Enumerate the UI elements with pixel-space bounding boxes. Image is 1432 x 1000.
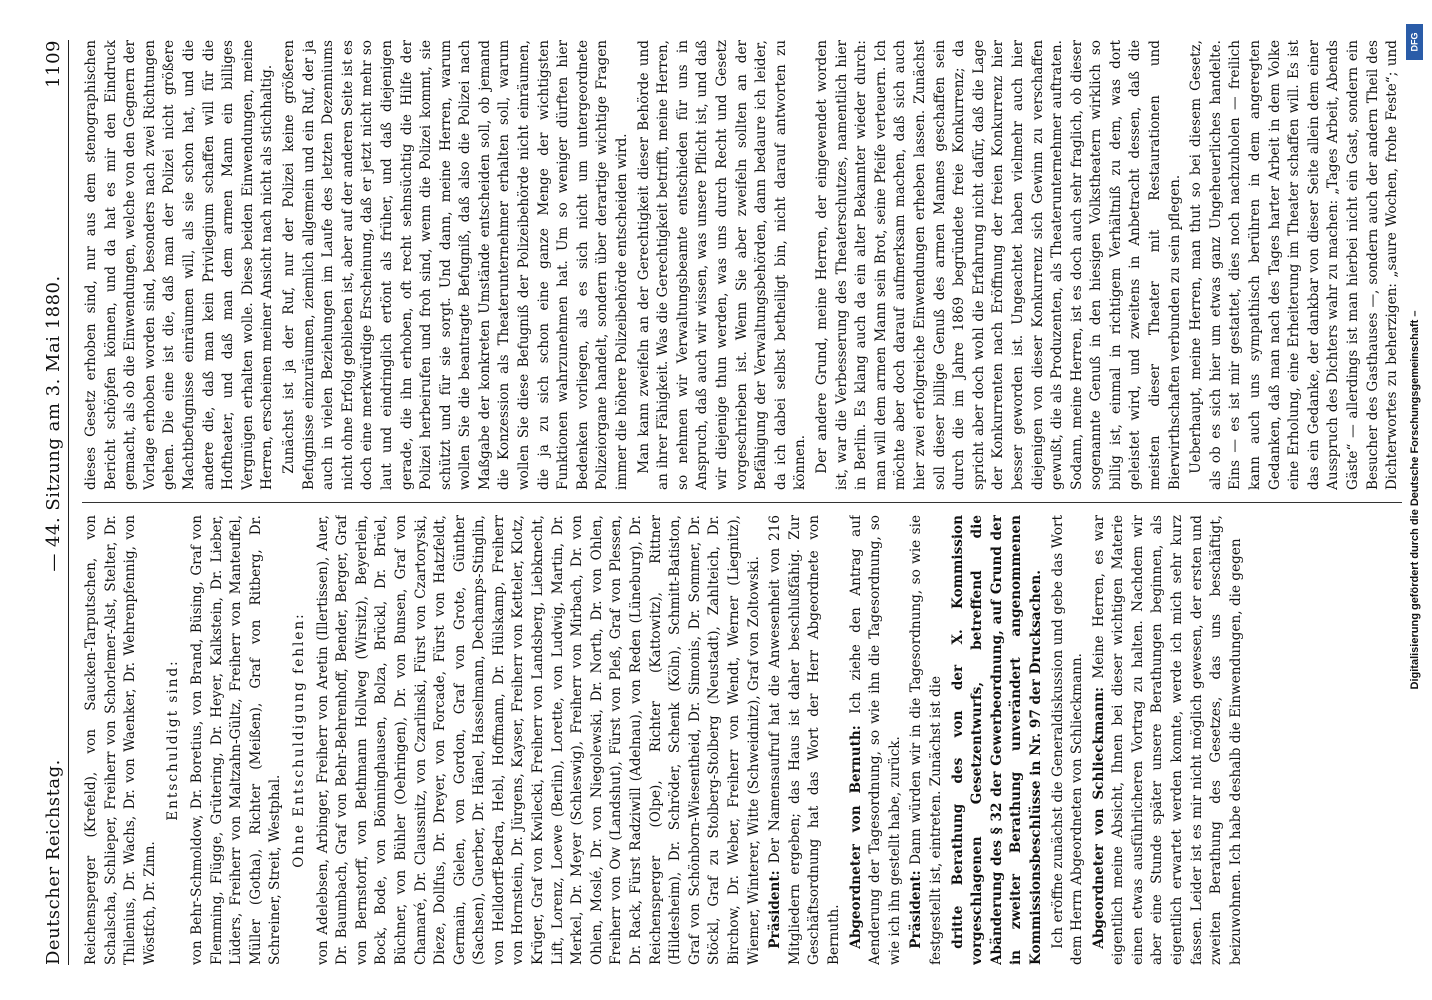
- paragraph: [1090, 515, 1247, 965]
- running-header: [30, 40, 64, 965]
- paragraph: Reichensperger (Krefeld), von Saucken-Tarputschen, von Schalscha, Schlieper, Freiherr von Schorlemer-Alst, Stelter, Dr. Thilenius, Dr. Wachs, Dr. von Waenker, Dr. Wehrenpfennig, von Wöstfch, Dr. Zinn.: [83, 515, 158, 965]
- dfg-logo-text: DFG: [1409, 32, 1420, 52]
- digitization-sidebar: [1405, 0, 1425, 1000]
- speech-text: Der Namensaufruf hat die Anwesenheit von 216 Mitgliedern ergeben; das Haus ist daher beschlußfähig. Zur Geschäftsordnung hat das Wort der Herr Abgeordnete von Bernuth.: [767, 515, 842, 965]
- paragraph: [907, 515, 946, 965]
- agenda-item: dritte Berathung des von der X. Kommission vorgeschlagenen Gesetzentwurfs, betreffend die Abänderung des § 32 der Gewerbeordnung, auf Grund der in zweiter Berathung unverändert angenommenen Kommissionsbeschlüsse in Nr. 97 der Drucksachen.: [949, 515, 1044, 965]
- header-left: Deutscher Reichstag.: [43, 759, 64, 965]
- speech-text: Meine Herren, es war eigentlich meine Absicht, Ihnen bei dieser wichtigen Materie einen etwas ausführlicheren Vortrag zu halten. Nachdem wir aber eine Stunde später unsere Berathungen beginnen, als eigentlich erwartet werden konnte, werde ich mich sehr kurz fassen. Leider ist es mir nicht möglich gewesen, der ersten und zweiten Berathung des Gesetzes, das uns beschäftigt, beizuwohnen. Ich habe deshalb die Einwendungen, die gegen: [1090, 515, 1244, 965]
- speaker-label: Abgeordneter von Bernuth:: [847, 725, 864, 949]
- funding-note: Digitalisierung gefördert durch die Deutsche Forschungsgemeinschaft –: [1409, 310, 1421, 690]
- paragraph: [847, 515, 906, 965]
- page-number: 1109: [43, 40, 64, 88]
- left-column: [82, 515, 1402, 965]
- paragraph: von Adelebsen, Arbinger, Freiherr von Aretin (Illertissen), Auer, Dr. Baumbach, Graf von Behr-Behrenhoff, Bender, Berger, Graf von Bernstorff, von Bethmann Hollweg (Wirsitz), Beyerlein, Bock, Bode, von Bönninghausen, Bolza, Brückl, Dr. Brüel, Büchner, von Bühler (Oehringen), Dr. von Bunsen, Graf von Chamaré, Dr. Claussnitz, von Czarlinski, Fürst von Czartoryski, Dieze, Dollfus, Dr. Dreyer, von Forcade, Fürst von Hatzfeldt, Germain, Gielen, von Gordon, Graf von Grote, Günther (Sachsen), Guerber, Dr. Hänel, Hasselmann, Dechamps-Stinglin, von Helldorff-Bedra, Hebl, Hoffmann, Dr. Hülskamp, Freiherr von Hornstein, Dr. Jürgens, Kayser, Freiherr von Ketteler, Klotz, Krüger, Graf von Kwilecki, Freiherr von Landsberg, Liebknecht, Lift, Lorenz, Loewe (Berlin), Lorette, von Ludwig, Martin, Dr. Merkel, Dr. Meyer (Schleswig), Freiherr von Mirbach, Dr. von Ohlen, Moslé, Dr. von Niegolewski, Dr. North, Dr. von Ohlen, Freiherr von Ow (Landshut), Fürst von Pleß, Graf von Plessen, Dr. Rack, Fürst Radziwill (Adelnau), von Reden (Lüneburg), Dr. Reichensperger (Olpe), Richter (Kattowitz), Rittner (Hildesheim), Dr. Schröder, Schenk (Köln), Schmitt-Batiston, Graf von Schönborn-Wiesentheid, Dr. Simonis, Dr. Sommer, Dr. Stöckl, Graf zu Stolberg-Stolberg (Neustadt), Zahlteich, Dr. Birchow, Dr. Weber, Freiherr von Wendt, Werner (Liegnitz), Wiemer, Winterer, Witte (Schweidnitz), Graf von Zoltowski.: [314, 515, 762, 965]
- paragraph: Man kann zweifeln an der Gerechtigkeit dieser Behörde und an ihrer Fähigkeit. Was die Gerechtigkeit betrifft, meine Herren, so nehmen wir Verwaltungsbeamte entschieden für uns in Anspruch, daß auch wir wissen, was unsere Pflicht ist, und daß wir diejenige thun werden, was uns durch Recht und Gesetz vorgeschrieben ist. Wenn Sie aber zweifeln sollten an der Befähigung der Verwaltungsbehörden, dann bedaure ich leider, da ich dabei selbst betheiligt bin, nicht darauf antworten zu können.: [635, 40, 809, 490]
- paragraph: dieses Gesetz erhoben sind, nur aus dem stenographischen Bericht schöpfen können, und da hat es mir den Eindruck gemacht, als ob die Einwendungen, welche von den Gegnern der Vorlage erhoben worden sind, besonders nach zwei Richtungen gehen. Die eine ist die, daß man der Polizei nicht größere Machtbefugnisse einräumen will, als sie schon hat, und die andere die, daß man kein Privilegium schaffen will für die Hoftheater, und daß man dem armen Mann ein billiges Vergnügen erhalten wolle. Diese beiden Einwendungen, meine Herren, erscheinen meiner Ansicht nach nicht als stichhaltig.: [83, 40, 276, 490]
- section-heading: Ohne Entschuldigung fehlen:: [290, 612, 307, 868]
- speech-text: Ich ziehe den Antrag auf Aenderung der Tagesordnung, so wie ihn die Tagesordnung, so wie ich ihn gestellt habe, zurück.: [847, 515, 903, 965]
- header-rule: [68, 40, 69, 965]
- header-center: — 44. Sitzung am 3. Mai 1880.: [43, 275, 64, 572]
- dfg-logo: [1406, 24, 1423, 60]
- speaker-label: Präsident:: [908, 870, 925, 949]
- paragraph: von Behr-Schmoldow, Dr. Boretius, von Brand, Büsing, Graf von Flemming, Flügge, Grütering, Dr. Heyer, Kalkstein, Dr. Lieber, Lüders, Freiherr von Maltzahn-Gültz, Freiherr von Manteuffel, Müller (Gotha), Richter (Meißen), Graf von Ritberg, Dr. Schreiner, Streit, Westphal.: [188, 515, 284, 965]
- paragraph: [766, 515, 844, 965]
- speech-text: Dann würden wir in die Tagesordnung, so wie sie festgestellt ist, eintreten. Zunächst ist die: [908, 515, 944, 965]
- speaker-label: Abgeordneter von Schlieckmann:: [1090, 687, 1107, 949]
- column-divider: [82, 502, 1402, 503]
- paragraph: Ich eröffne zunächst die Generaldiskussion und gebe das Wort dem Herrn Abgeordneten von Schlieckmann.: [1049, 515, 1086, 965]
- paragraph: Der andere Grund, meine Herren, der eingewendet worden ist, war die Verbesserung des Theaterschutzes, namentlich hier in Berlin. Es klang auch da ein alter Bekannter wieder durch: man will dem armen Mann sein Brot, seine Pfeife verteuern. Ich möchte aber doch darauf aufmerksam machen, daß sich auch hier zwei erfolgreiche Einwendungen erheben lassen. Zunächst soll dieser billige Genuß des armen Mannes geschaffen sein durch die im Jahre 1869 begründete freie Konkurrenz; da spricht aber doch wohl die Erfahrung nicht dafür, daß die Lage der Konkurrenten nach Eröffnung der freien Konkurrenz hier besser geworden ist. Ungeachtet haben vielmehr auch hier diejenigen von dieser Konkurrenz sich Gewinn zu verschaffen gewußt, die als Produzenten, als Theaterunternehmer auftraten. Sodann, meine Herren, ist es doch auch sehr fraglich, ob dieser sogenannte Genuß in den hiesigen Volkstheatern wirklich so billig ist, einmal in richtigem Verhältniß zu dem, was dort geleistet wird, und zweitens in Anbetracht dessen, daß die meisten dieser Theater mit Restaurationen und Bierwirthschaften verbunden zu sein pflegen.: [813, 40, 1183, 490]
- section-heading: Entschuldigt sind:: [165, 659, 182, 821]
- paragraph: Ueberhaupt, meine Herren, man thut so bei diesem Gesetz, als ob es sich hier um etwas ganz Ungeheuerliches handelte. Eins — es ist mir gestattet, dies noch nachzuholen — freilich kann auch uns sympathisch berühren in dem angeregten Gedanken, daß man nach des Tages harter Arbeit in dem Volke eine Erholung, eine Erheiterung im Theater schaffen will. Es ist das ein Gedanke, der dankbar von dieser Seite allein dem einer Ausspruch des Dichters wahr zu machen: „Tages Arbeit, Abends Gäste“ — allerdings ist man hierbei nicht ein Gast, sondern ein Besucher des Gasthauses —, sondern auch der andern Theil des Dichterwortes zu beherzigen: „saure Wochen, frohe Feste“; und: [1188, 40, 1401, 490]
- paragraph: Zunächst ist ja der Ruf, nur der Polizei keine größeren Befugnisse einzuräumen, ziemlich allgemein und ein Ruf, der ja auch in vielen Beziehungen im Laufe des letzten Dezenniums nicht ohne Erfolg geblieben ist, aber auf der anderen Seite ist es doch eine merkwürdige Erscheinung, daß er jetzt nicht mehr so laut und eindringlich ertönt als früher, und daß diejenigen gerade, die ihn erhoben, oft recht sehnsüchtig die Hilfe der Polizei herbeirufen und froh sind, wenn die Polizei kommt, sie schützt und für sie sorgt. Und dann, meine Herren, warum wollen Sie die beantragte Befugniß, daß also die Polizei nach Maßgabe der konkreten Umstände entscheiden soll, ob jemand die Konzession als Theaterunternehmer erhalten soll, warum wollen Sie diese Befugniß der Polizeibehörde nicht einräumen, die ja zu sich schon eine ganze Menge der wichtigsten Funktionen wahrzunehmen hat. Um so weniger dürften hier Bedenken vorliegen, als es sich nicht um untergeordnete Polizeiorgane handelt, sondern über derartige wichtige Fragen immer die höhere Polizeibehörde entscheiden wird.: [280, 40, 631, 490]
- two-column-body: [82, 40, 1402, 965]
- right-column: [82, 40, 1402, 490]
- speaker-label: Präsident:: [767, 870, 784, 949]
